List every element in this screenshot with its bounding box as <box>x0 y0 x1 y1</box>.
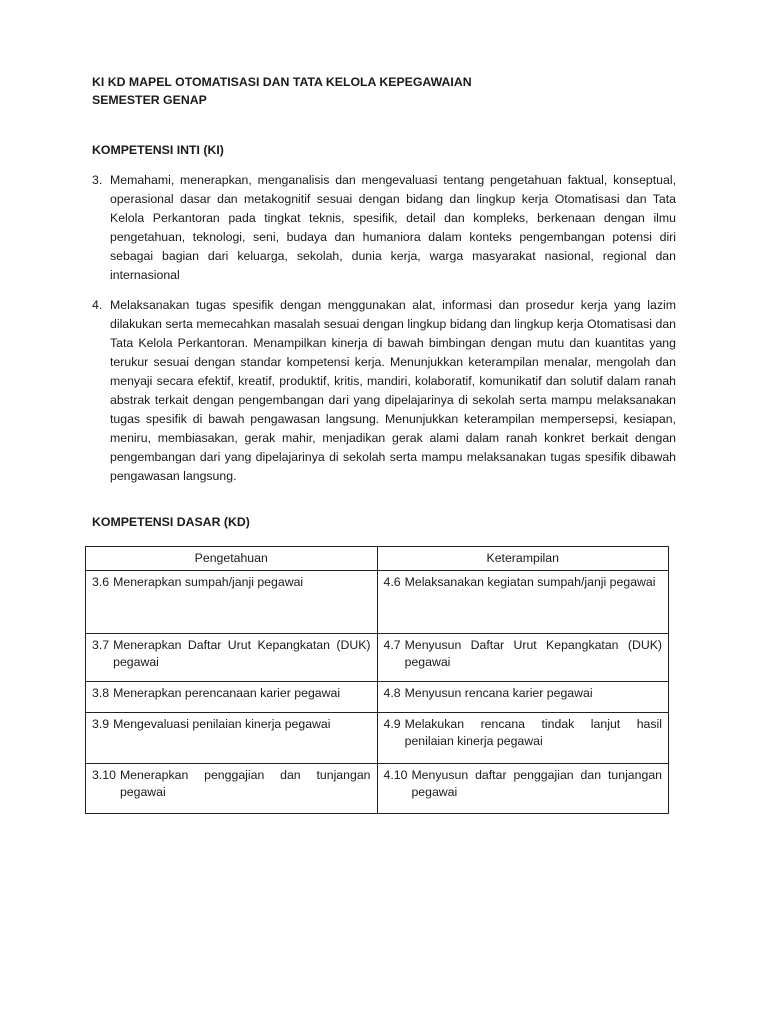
kd-code: 3.6 <box>92 575 110 589</box>
ki-item-number: 3. <box>92 173 103 187</box>
kd-code: 3.7 <box>92 638 110 652</box>
kd-code: 3.9 <box>92 717 110 731</box>
kd-description: Menerapkan perencanaan karier pegawai <box>113 686 341 700</box>
kd-code: 4.7 <box>383 638 401 652</box>
kd-column-header-keterampilan: Keterampilan <box>377 547 669 571</box>
kd-description: Menyusun daftar penggajian dan tunjangan pegawai <box>411 768 662 799</box>
table-row <box>86 682 669 713</box>
table-row <box>86 713 669 764</box>
kd-heading: KOMPETENSI DASAR (KD) <box>92 515 250 529</box>
ki-item-text: Melaksanakan tugas spesifik dengan menggunakan alat, informasi dan prosedur kerja yang lazim dilakukan serta memecahkan masalah sesuai dengan lingkup bidang dan lingkup kerja Otomatisasi dan Tata Kelola Perkantoran. Menampilkan kinerja di bawah bimbingan dengan mutu dan kuantitas yang terukur sesuai dengan standar kompetensi kerja. Menunjukkan keterampilan menalar, mengolah dan menyaji secara efektif, kreatif, produktif, kritis, mandiri, kolaboratif, komunikatif dan solutif dalam ranah abstrak terkait dengan pengembangan dari yang dipelajarinya di sekolah serta mampu melaksanakan tugas spesifik di bawah pengawasan langsung. Menunjukkan keterampilan mempersepsi, kesiapan, meniru, membiasakan, gerak mahir, menjadikan gerak alami dalam ranah konkret berkait dengan pengembangan dari yang dipelajarinya di sekolah serta mampu melaksanakan tugas spesifik dibawah pengawasan langsung. <box>110 298 676 483</box>
table-cell <box>377 634 669 682</box>
kd-code: 4.10 <box>383 768 408 782</box>
table-row <box>86 571 669 634</box>
table-cell <box>86 571 378 634</box>
kd-description: Melakukan rencana tindak lanjut hasil penilaian kinerja pegawai <box>404 717 662 748</box>
table-cell <box>86 682 378 713</box>
document-title <box>92 73 472 109</box>
kd-code: 3.8 <box>92 686 110 700</box>
kd-code: 4.9 <box>383 717 401 731</box>
document-title-line-2: SEMESTER GENAP <box>92 93 207 107</box>
table-cell <box>86 713 378 764</box>
kd-table-header-row <box>86 547 669 571</box>
ki-item-number: 4. <box>92 298 103 312</box>
kd-description: Menyusun Daftar Urut Kepangkatan (DUK) pegawai <box>404 638 662 669</box>
table-cell <box>377 571 669 634</box>
ki-item-4 <box>92 296 676 486</box>
ki-item-3 <box>92 171 676 285</box>
table-cell <box>377 682 669 713</box>
ki-heading: KOMPETENSI INTI (KI) <box>92 143 224 157</box>
document-title-line-1: KI KD MAPEL OTOMATISASI DAN TATA KELOLA KEPEGAWAIAN <box>92 75 472 89</box>
kd-table <box>85 546 669 814</box>
ki-item-text: Memahami, menerapkan, menganalisis dan mengevaluasi tentang pengetahuan faktual, konseptual, operasional dasar dan metakognitif sesuai dengan bidang dan lingkup kerja Otomatisasi dan Tata Kelola Perkantoran pada tingkat teknis, spesifik, detail dan kompleks, berkenaan dengan ilmu pengetahuan, teknologi, seni, budaya dan humaniora dalam konteks pengembangan potensi diri sebagai bagian dari keluarga, sekolah, dunia kerja, warga masyarakat nasional, regional dan internasional <box>110 173 676 282</box>
kd-code: 4.6 <box>383 575 401 589</box>
kd-description: Menyusun rencana karier pegawai <box>404 686 593 700</box>
kd-description: Mengevaluasi penilaian kinerja pegawai <box>113 717 331 731</box>
kd-description: Menerapkan Daftar Urut Kepangkatan (DUK) pegawai <box>113 638 371 669</box>
kd-column-header-pengetahuan: Pengetahuan <box>86 547 378 571</box>
table-cell <box>377 713 669 764</box>
kd-description: Menerapkan sumpah/janji pegawai <box>113 575 304 589</box>
kd-code: 3.10 <box>92 768 116 782</box>
table-cell <box>86 764 378 814</box>
table-row <box>86 634 669 682</box>
kd-description: Menerapkan penggajian dan tunjangan pegawai <box>119 768 371 799</box>
table-row <box>86 764 669 814</box>
kd-code: 4.8 <box>383 686 401 700</box>
table-cell <box>377 764 669 814</box>
table-cell <box>86 634 378 682</box>
kd-description: Melaksanakan kegiatan sumpah/janji pegawai <box>404 575 656 589</box>
